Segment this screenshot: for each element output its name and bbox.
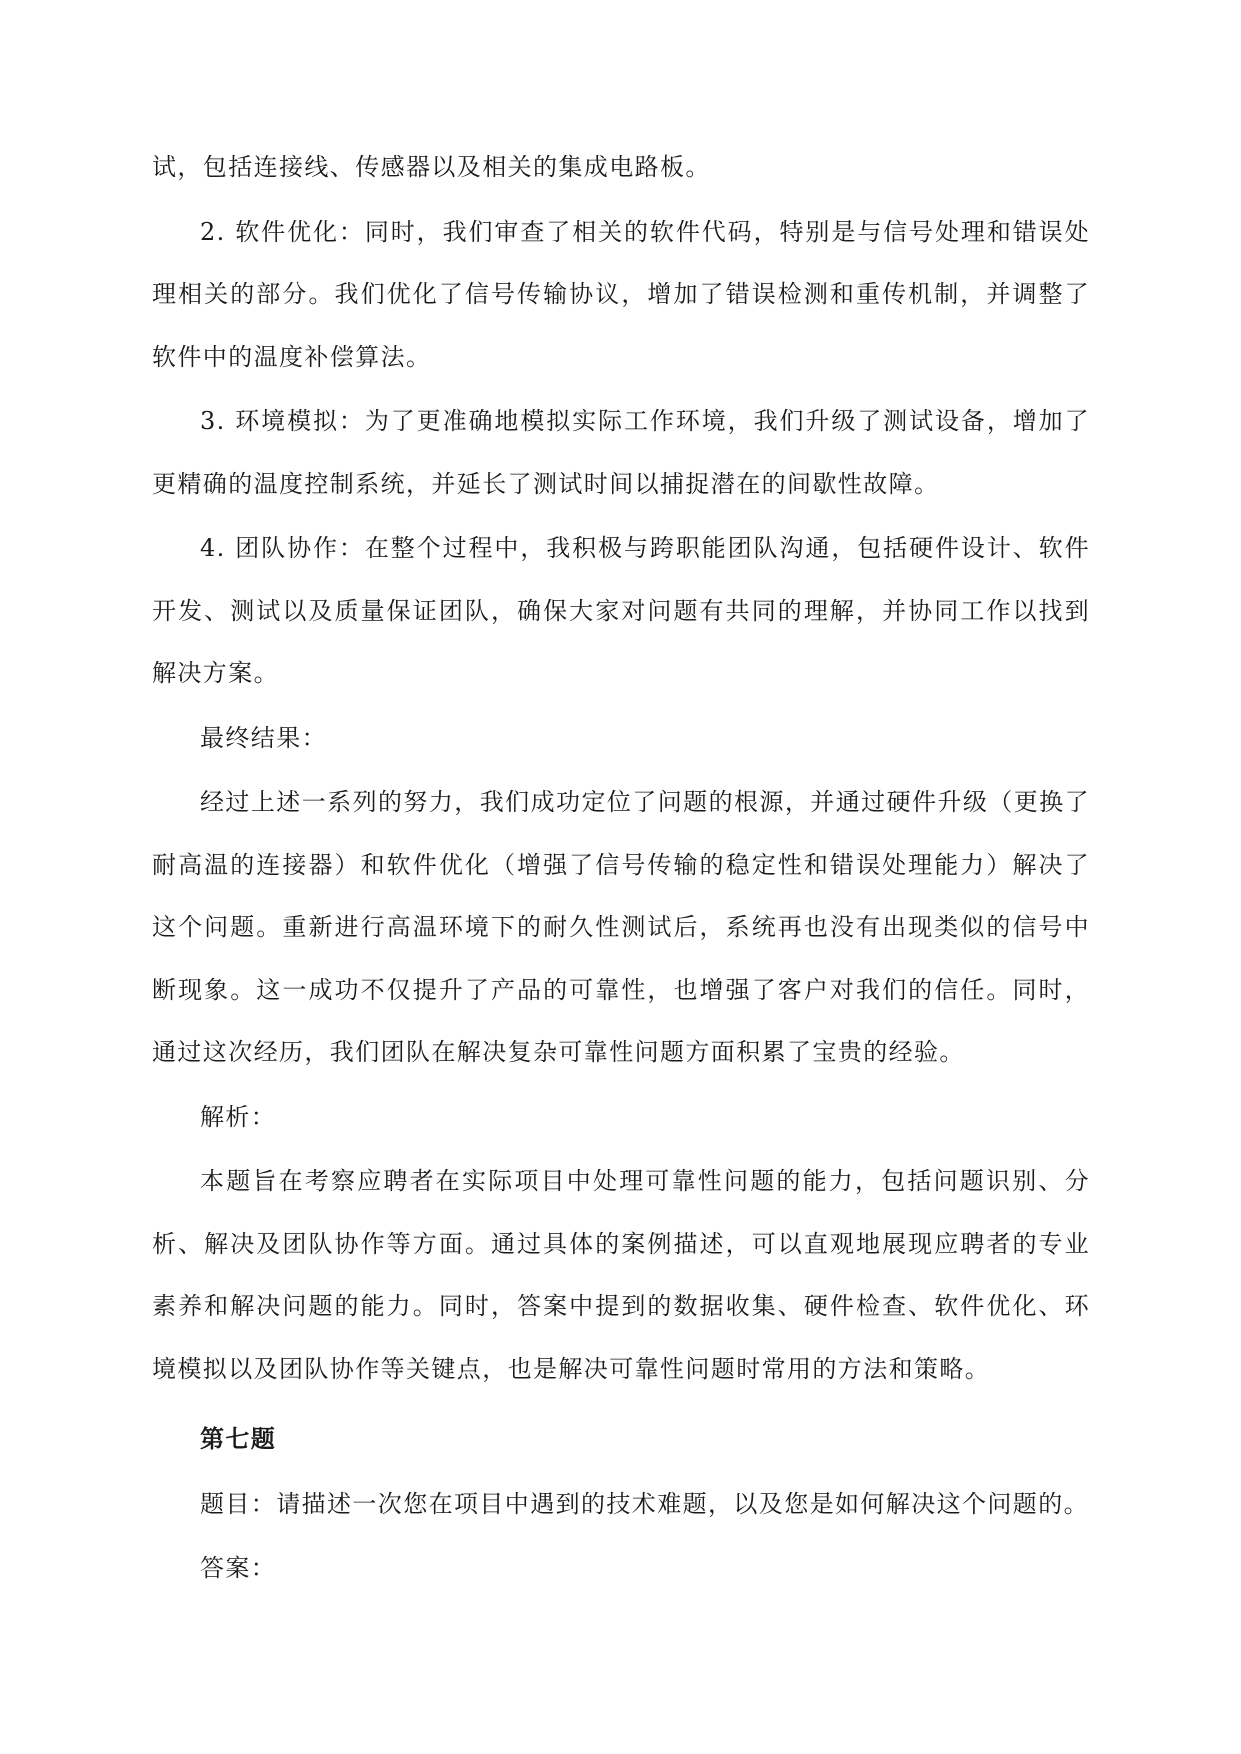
document-page xyxy=(152,136,1090,1600)
paragraph-environment-simulation: 3. 环境模拟：为了更准确地模拟实际工作环境，我们升级了测试设备，增加了更精确的温度控制系统，并延长了测试时间以捕捉潜在的间歇性故障。 xyxy=(152,407,1090,498)
question-text: 题目：请描述一次您在项目中遇到的技术难题，以及您是如何解决这个问题的。 xyxy=(200,1489,1089,1518)
label-analysis: 解析： xyxy=(200,1102,277,1131)
paragraph-team-collaboration: 4. 团队协作：在整个过程中，我积极与跨职能团队沟通，包括硬件设计、软件开发、测试以及质量保证团队，确保大家对问题有共同的理解，并协同工作以找到解决方案。 xyxy=(152,534,1090,687)
paragraph-final-result: 经过上述一系列的努力，我们成功定位了问题的根源，并通过硬件升级（更换了耐高温的连接器）和软件优化（增强了信号传输的稳定性和错误处理能力）解决了这个问题。重新进行高温环境下的耐久性测试后，系统再也没有出现类似的信号中断现象。这一成功不仅提升了产品的可靠性，也增强了客户对我们的信任。同时，通过这次经历，我们团队在解决复杂可靠性问题方面积累了宝贵的经验。 xyxy=(152,788,1090,1066)
label-final-result: 最终结果： xyxy=(200,723,327,752)
paragraph-software-optimization: 2. 软件优化：同时，我们审查了相关的软件代码，特别是与信号处理和错误处理相关的部分。我们优化了信号传输协议，增加了错误检测和重传机制，并调整了软件中的温度补偿算法。 xyxy=(152,217,1090,371)
section-heading: 第七题 xyxy=(200,1425,277,1453)
answer-label: 答案： xyxy=(200,1554,277,1582)
paragraph-analysis: 本题旨在考察应聘者在实际项目中处理可靠性问题的能力，包括问题识别、分析、解决及团队协作等方面。通过具体的案例描述，可以直观地展现应聘者的专业素养和解决问题的能力。同时，答案中提到的数据收集、硬件检查、软件优化、环境模拟以及团队协作等关键点，也是解决可靠性问题时常用的方法和策略。 xyxy=(152,1167,1090,1383)
paragraph-continuation: 试，包括连接线、传感器以及相关的集成电路板。 xyxy=(152,153,711,181)
